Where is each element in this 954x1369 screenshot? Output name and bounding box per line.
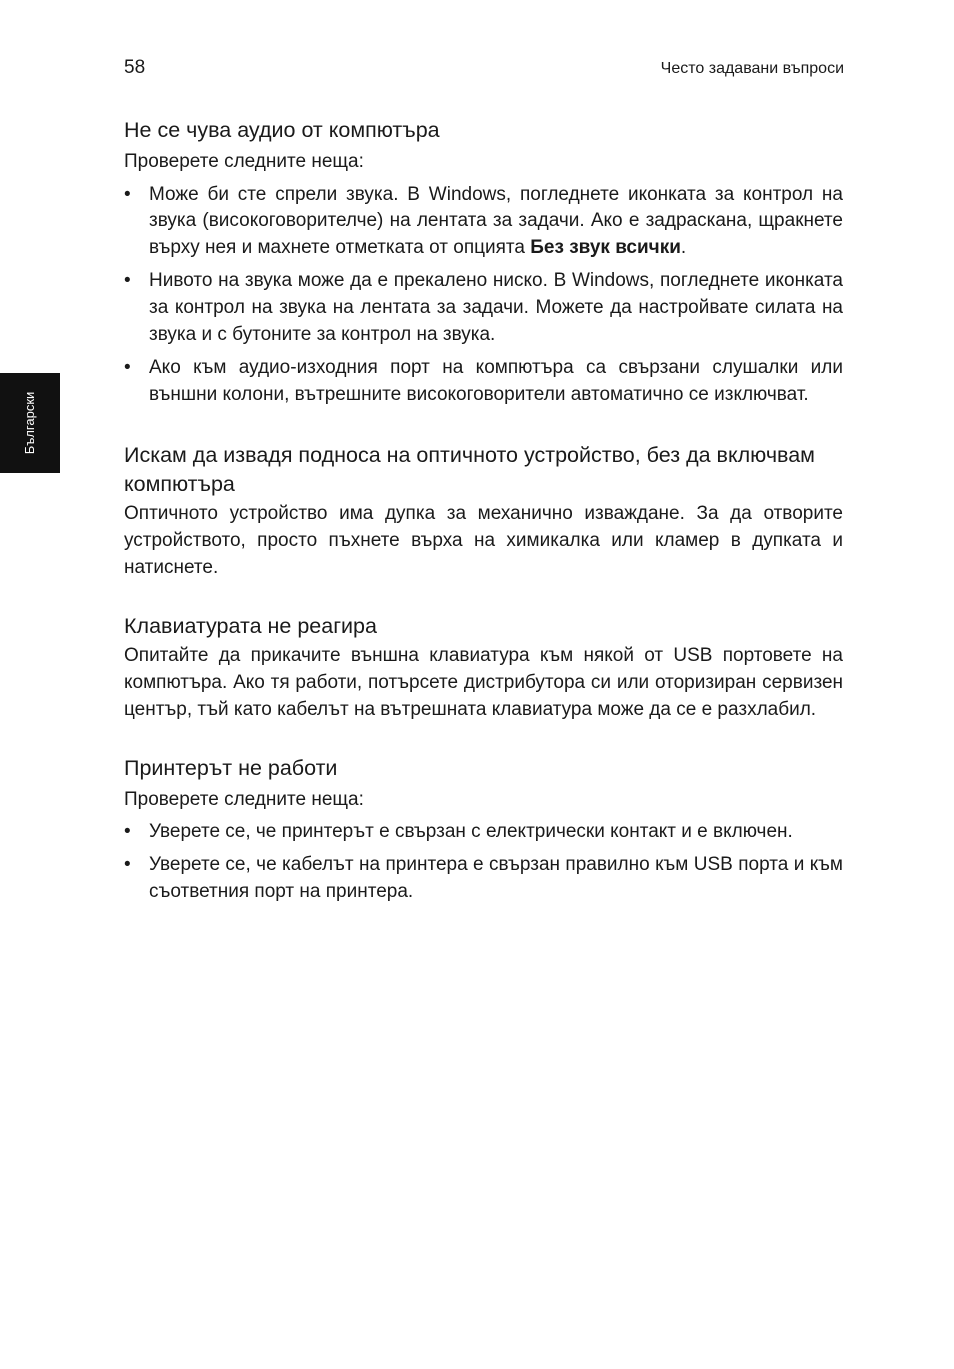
page-content xyxy=(124,116,843,912)
list-item-text-end: . xyxy=(680,237,687,259)
section-body: Оптичното устройство има дупка за механично изваждане. За да отворите устройството, просто пъхнете върха на химикалка или кламер в дупката и натиснете. xyxy=(124,503,843,578)
list-item-text: Уверете се, че кабелът на принтера е свързан правилно към USB порта и към съответния порт на принтера. xyxy=(149,854,843,903)
section-title: Клавиатурата не реагира xyxy=(124,614,377,639)
list-item-text: Уверете се, че принтерът е свързан с електрически контакт и е включен. xyxy=(149,821,793,843)
section-keyboard xyxy=(124,612,843,723)
section-printer xyxy=(124,754,843,906)
bullet-icon: • xyxy=(124,270,131,292)
list-item xyxy=(124,819,843,846)
mute-all-option-label: Без звук всички xyxy=(530,237,681,259)
language-side-tab xyxy=(0,373,60,473)
section-intro: Проверете следните неща: xyxy=(124,788,364,810)
list-item xyxy=(124,268,843,348)
bullet-list xyxy=(124,819,843,906)
list-item-text: Нивото на звука може да е прекалено ниско. В Windows, погледнете иконката за контрол на звука на лентата за задачи. Можете да настройвате силата на звука и с бутоните за контрол на звука. xyxy=(149,270,843,345)
bullet-icon: • xyxy=(124,183,131,205)
bullet-list xyxy=(124,182,843,409)
section-intro: Проверете следните неща: xyxy=(124,151,364,172)
section-body: Опитайте да прикачите външна клавиатура към някой от USB портовете на компютъра. Ако тя работи, потърсете дистрибутора си или оторизиран сервизен център, тъй като кабелът на вътрешната клавиатура може да се е разхлабил. xyxy=(124,645,843,720)
list-item xyxy=(124,852,843,905)
bullet-icon: • xyxy=(124,356,131,378)
list-item-text: Може би сте спрели звука. В Windows, погледнете иконката за контрол на звука (високоговорителче) на лентата за задачи. Ако е задраскана, щракнете върху нея и махнете отметката от опцията xyxy=(149,183,843,259)
page-number: 58 xyxy=(124,57,146,78)
section-optical-tray xyxy=(124,441,843,581)
list-item-text: Ако към аудио-изходния порт на компютъра са свързани слушалки или външни колони, вътрешните високоговорители автоматично се изключват. xyxy=(149,356,843,405)
section-title: Искам да извадя подноса на оптичното устройство, без да включвам компютъра xyxy=(124,443,815,497)
bullet-icon: • xyxy=(124,821,131,843)
list-item xyxy=(124,355,843,408)
section-title: Не се чува аудио от компютъра xyxy=(124,118,440,142)
section-no-audio xyxy=(124,116,843,408)
section-title: Принтерът не работи xyxy=(124,755,338,780)
list-item xyxy=(124,182,843,262)
bullet-icon: • xyxy=(124,854,131,876)
running-header: Често задавани въпроси xyxy=(660,60,844,77)
language-side-tab-label: Български xyxy=(22,391,37,455)
